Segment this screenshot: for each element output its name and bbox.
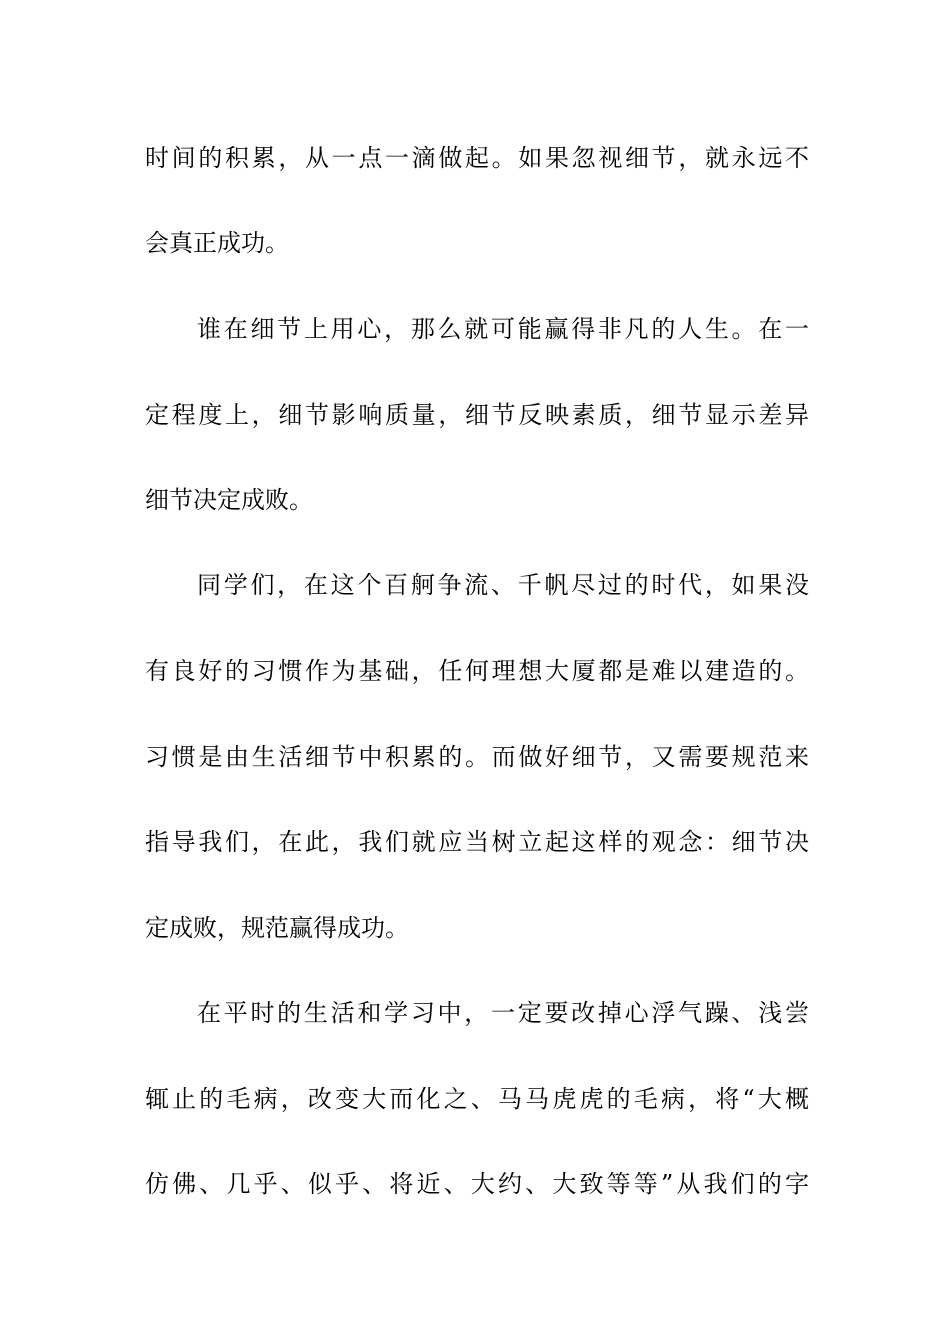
text-line: 习惯是由生活细节中积累的。而做好细节，又需要规范来 [145, 743, 809, 771]
text-line: 谁在细节上用心，那么就可能赢得非凡的人生。在一 [197, 315, 809, 343]
text-line: 有良好的习惯作为基础，任何理想大厦都是难以建造的。 [145, 657, 809, 685]
text-line: 指导我们，在此，我们就应当树立起这样的观念：细节决 [145, 828, 809, 856]
text-line: 同学们，在这个百舸争流、千帆尽过的时代，如果没 [197, 571, 809, 599]
text-line: 定成败，规范赢得成功。 [145, 914, 409, 942]
text-line: 定程度上，细节影响质量，细节反映素质，细节显示差异 [145, 401, 809, 429]
text-line: 在平时的生活和学习中，一定要改掉心浮气躁、浅尝 [197, 999, 809, 1027]
text-line: 时间的积累，从一点一滴做起。如果忽视细节，就永远不 [145, 144, 809, 172]
text-line: 细节决定成败。 [145, 486, 313, 514]
text-line: 会真正成功。 [145, 229, 289, 257]
text-line: 辄止的毛病，改变大而化之、马马虎虎的毛病，将“大概 [145, 1085, 809, 1113]
text-line: 仿佛、几乎、似乎、将近、大约、大致等等”从我们的字 [145, 1170, 809, 1198]
